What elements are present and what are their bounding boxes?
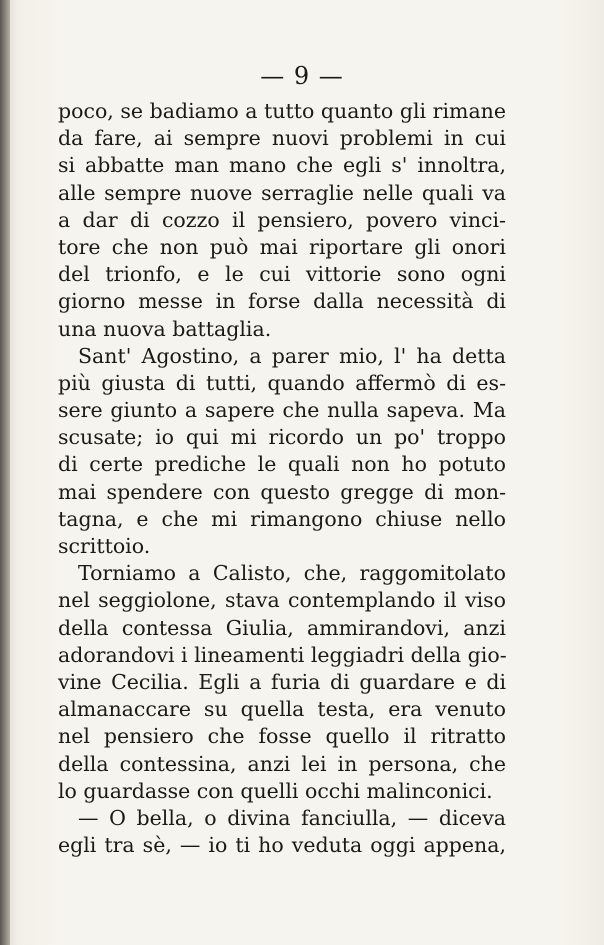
- page-number: — 9 —: [260, 62, 344, 90]
- text-line: tagna, e che mi rimangono chiuse nello: [58, 506, 506, 531]
- text-line: nel seggiolone, stava contemplando il viso: [58, 588, 506, 613]
- text-line: della contessina, anzi lei in persona, che: [58, 751, 506, 776]
- text-line: almanaccare su quella testa, era venuto: [58, 697, 506, 722]
- text-line: sere giunto a sapere che nulla sapeva. Ma: [58, 398, 506, 423]
- text-line: scusate; io qui mi ricordo un po' troppo: [58, 425, 506, 450]
- text-line: Sant' Agostino, a parer mio, l' ha detta: [78, 343, 506, 368]
- text-line: di certe prediche le quali non ho potuto: [58, 452, 506, 477]
- text-line: lo guardasse con quelli occhi malinconici.: [58, 778, 493, 803]
- text-line: da fare, ai sempre nuovi problemi in cui: [58, 126, 506, 151]
- text-line: vine Cecilia. Egli a furia di guardare e di: [58, 669, 506, 694]
- text-line: Torniamo a Calisto, che, raggomitolato: [78, 561, 506, 586]
- text-line: — O bella, o divina fanciulla, — diceva: [78, 805, 506, 830]
- text-line: si abbatte man mano che egli s' innoltra,: [58, 153, 506, 178]
- text-line: scrittoio.: [58, 534, 151, 558]
- text-line: adorandovi i lineamenti leggiadri della gio-: [58, 642, 507, 667]
- body-text: [58, 98, 506, 859]
- text-line: giorno messe in forse dalla necessità di: [58, 289, 506, 314]
- text-line: della contessa Giulia, ammirandovi, anzi: [58, 615, 506, 640]
- text-line: alle sempre nuove serraglie nelle quali va: [58, 180, 506, 205]
- page-binding-shadow: [0, 0, 10, 945]
- text-line: una nuova battaglia.: [58, 316, 272, 341]
- text-line: tore che non può mai riportare gli onori: [58, 234, 506, 259]
- text-line: a dar di cozzo il pensiero, povero vinci-: [58, 207, 506, 232]
- text-line: egli tra sè, — io ti ho veduta oggi appena,: [58, 833, 506, 858]
- text-line: mai spendere con questo gregge di mon-: [58, 479, 506, 504]
- text-line: più giusta di tutti, quando affermò di es-: [58, 370, 506, 395]
- text-line: del trionfo, e le cui vittorie sono ogni: [58, 262, 506, 287]
- text-line: poco, se badiamo a tutto quanto gli rimane: [58, 99, 506, 123]
- text-line: nel pensiero che fosse quello il ritratto: [58, 724, 506, 749]
